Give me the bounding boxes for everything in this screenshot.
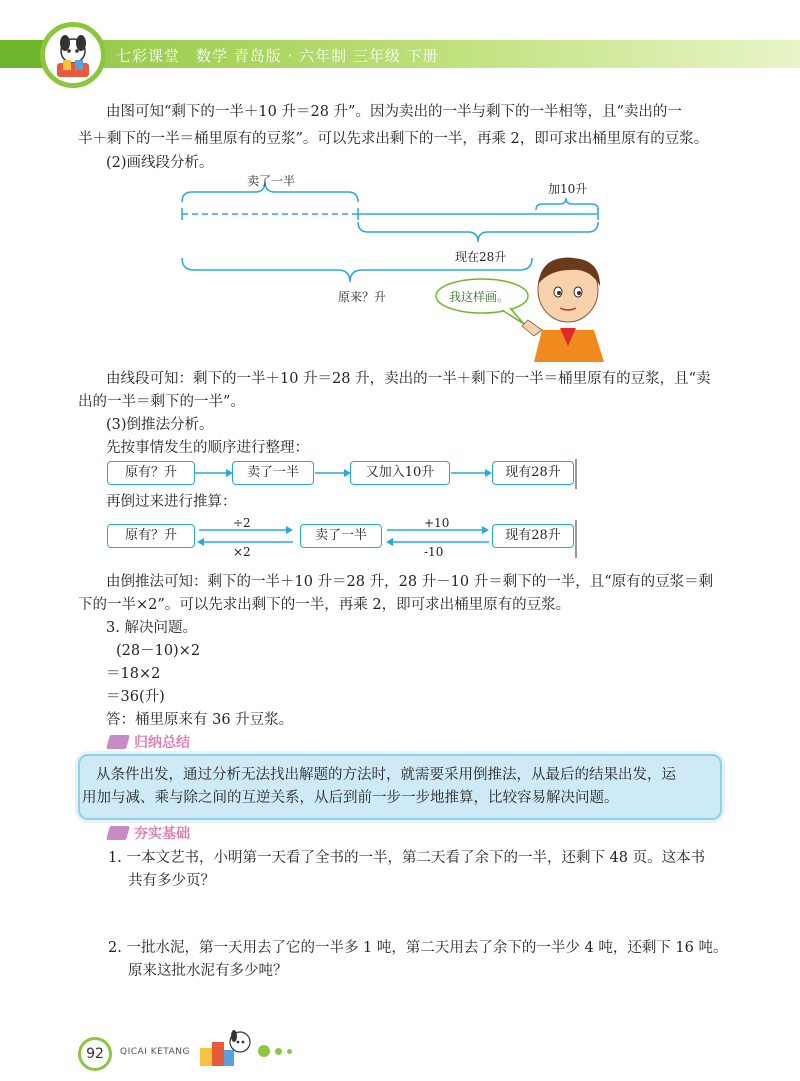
backward-sub-heading-1: 先按事情发生的顺序进行整理： <box>106 440 309 456</box>
flow2-box-now: 现有28升 <box>492 524 574 548</box>
label-add-10: 加10升 <box>548 182 588 196</box>
footer-brand: QICAI KETANG <box>120 1047 190 1057</box>
cartoon-logo-icon <box>40 22 106 88</box>
flow2-box-original: 原有？升 <box>107 524 195 548</box>
backward-sub-heading-2: 再倒过来进行推算： <box>106 494 237 510</box>
arrow-right-icon <box>286 526 293 534</box>
solve-answer: 答：桶里原来有 36 升豆浆。 <box>106 712 294 728</box>
flow1-box-now: 现有28升 <box>492 461 574 485</box>
arrow-right-icon <box>482 526 489 534</box>
header-title: 七彩课堂 数学 青岛版 · 六年制 三年级 下册 <box>116 47 439 65</box>
section-heading-line-analysis: (2)画线段分析。 <box>106 155 214 171</box>
flow1-arrows <box>100 455 590 495</box>
arrow-right-icon <box>485 469 492 477</box>
flow2-arrows <box>195 518 585 558</box>
exercise-2-line-1: 2. 一批水泥，第一天用去了它的一半多 1 吨，第二天用去了余下的一半少 4 吨，还剩下 16 吨。 <box>108 940 728 956</box>
solve-step-2: ＝18×2 <box>106 666 161 682</box>
footer-dot-medium <box>275 1048 282 1055</box>
summary-title: 归纳总结 <box>134 735 190 751</box>
arrow-right-icon <box>226 469 233 477</box>
solve-heading: 3. 解决问题。 <box>106 620 197 636</box>
flow2-box-sold: 卖了一半 <box>300 524 382 548</box>
flow1-box-sold: 卖了一半 <box>232 461 314 485</box>
solve-step-3: ＝36(升) <box>106 689 165 705</box>
exercise-1-line-1: 1. 一本文艺书，小明第一天看了全书的一半，第二天看了余下的一半，还剩下 48 页。这本书 <box>108 850 706 866</box>
label-original: 原来？升 <box>338 290 387 304</box>
paragraph-1-line-1: 由图可知“剩下的一半＋10 升＝28 升”。因为卖出的一半与剩下的一半相等，且“卖出的一 <box>106 104 682 120</box>
footer-dot-small <box>287 1049 292 1054</box>
paragraph-3-line-2: 出的一半＝剩下的一半”。 <box>78 394 245 410</box>
section-tag-icon <box>106 735 130 749</box>
exercises-title: 夯实基础 <box>134 826 190 842</box>
exercise-2-line-2: 原来这批水泥有多少吨？ <box>128 963 288 979</box>
label-now-28: 现在28升 <box>455 250 507 264</box>
paragraph-5-line-2: 下的一半×2”。可以先求出剩下的一半，再乘 2，即可求出桶里原有的豆浆。 <box>78 597 571 613</box>
arrow-left-icon <box>386 538 393 546</box>
exercise-1-line-2: 共有多少页？ <box>128 873 215 889</box>
speech-text: 我这样画。 <box>449 290 510 304</box>
footer-cartoon-icon <box>196 1024 254 1070</box>
paragraph-3-line-1: 由线段可知：剩下的一半＋10 升＝28 升，卖出的一半＋剩下的一半＝桶里原有的豆浆，且“卖 <box>106 371 711 387</box>
summary-line-1: 从条件出发，通过分析无法找出解题的方法时，就需要采用倒推法，从最后的结果出发，运 <box>96 767 676 783</box>
arrow-right-icon <box>344 469 351 477</box>
paragraph-5-line-1: 由倒推法可知：剩下的一半＋10 升＝28 升，28 升－10 升＝剩下的一半，且“原有的豆浆＝剩 <box>106 574 714 590</box>
section-tag-icon <box>106 826 130 840</box>
section-heading-backward: (3)倒推法分析。 <box>106 417 214 433</box>
flow1-box-original: 原有？升 <box>107 461 195 485</box>
solve-step-1: (28－10)×2 <box>116 643 201 659</box>
summary-line-2: 用加与减、乘与除之间的互逆关系，从后到前一步一步地推算，比较容易解决问题。 <box>82 790 619 806</box>
arrow-left-icon <box>197 538 204 546</box>
cartoon-boy-icon <box>520 250 610 362</box>
op-multiply-2: ×2 <box>233 545 251 559</box>
op-plus-10: +10 <box>424 516 450 530</box>
summary-box <box>78 754 722 820</box>
footer-dot-large <box>258 1045 270 1057</box>
paragraph-1-line-2: 半＋剩下的一半＝桶里原有的豆浆”。可以先求出剩下的一半，再乘 2，即可求出桶里原有的豆浆。 <box>78 131 709 147</box>
page-number: 92 <box>78 1037 112 1071</box>
op-divide-2: ÷2 <box>233 516 251 530</box>
label-sold-half: 卖了一半 <box>247 174 296 188</box>
brace-add <box>536 198 598 210</box>
flow1-box-added: 又加入10升 <box>350 461 450 485</box>
op-minus-10: -10 <box>424 545 444 559</box>
brace-now <box>358 222 598 242</box>
